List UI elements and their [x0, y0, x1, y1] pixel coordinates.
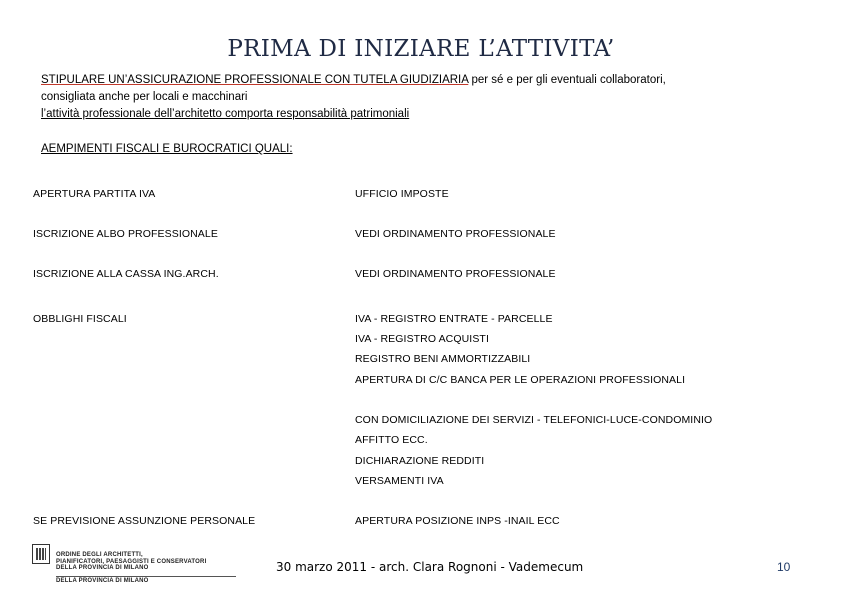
row-right: VERSAMENTI IVA [355, 475, 444, 487]
row-left: OBBLIGHI FISCALI [33, 313, 127, 325]
row-right: UFFICIO IMPOSTE [355, 188, 449, 200]
intro-line-1 [41, 72, 666, 89]
row-right: VEDI ORDINAMENTO PROFESSIONALE [355, 228, 556, 240]
intro-line-3: l’attività professionale dell’architetto comporta responsabilità patrimoniali [41, 108, 410, 120]
row-left: SE PREVISIONE ASSUNZIONE PERSONALE [33, 515, 256, 527]
row-right: IVA - REGISTRO ACQUISTI [355, 333, 489, 345]
insurance-rest: per sé e per gli eventuali collaboratori, [468, 74, 666, 86]
insurance-heading: STIPULARE UN’ASSICURAZIONE PROFESSIONALE CON TUTELA GIUDIZIARIA [41, 74, 469, 86]
page-title: PRIMA DI INIZIARE L’ATTIVITA’ [227, 36, 615, 62]
row-right: CON DOMICILIAZIONE DEI SERVIZI - TELEFONICI-LUCE-CONDOMINIO [355, 414, 713, 426]
row-right: IVA - REGISTRO ENTRATE - PARCELLE [355, 313, 553, 325]
page-number: 10 [777, 560, 791, 574]
row-right: VEDI ORDINAMENTO PROFESSIONALE [355, 268, 556, 280]
footer-text: 30 marzo 2011 - arch. Clara Rognoni - Vademecum [276, 560, 584, 574]
row-left: ISCRIZIONE ALBO PROFESSIONALE [33, 228, 218, 240]
section-heading: AEMPIMENTI FISCALI E BUROCRATICI QUALI: [41, 143, 293, 155]
row-right: AFFITTO ECC. [355, 434, 428, 446]
row-right: APERTURA POSIZIONE INPS -INAIL ECC [355, 515, 560, 527]
intro-block [41, 72, 666, 123]
row-right: APERTURA DI C/C BANCA PER LE OPERAZIONI PROFESSIONALI [355, 374, 686, 386]
row-left: ISCRIZIONE ALLA CASSA ING.ARCH. [33, 268, 219, 280]
logo-mark-icon [32, 544, 50, 564]
logo-divider [56, 576, 236, 577]
logo-subtext: DELLA PROVINCIA DI MILANO [56, 578, 149, 584]
row-right: DICHIARAZIONE REDDITI [355, 455, 485, 467]
row-right: REGISTRO BENI AMMORTIZZABILI [355, 353, 531, 365]
row-left: APERTURA PARTITA IVA [33, 188, 156, 200]
order-logo [32, 544, 237, 584]
intro-line-2: consigliata anche per locali e macchinari [41, 91, 248, 103]
logo-text: ORDINE DEGLI ARCHITETTI, PIANIFICATORI, PAESAGGISTI E CONSERVATORI DELLA PROVINCIA DI MILANO [56, 552, 207, 571]
